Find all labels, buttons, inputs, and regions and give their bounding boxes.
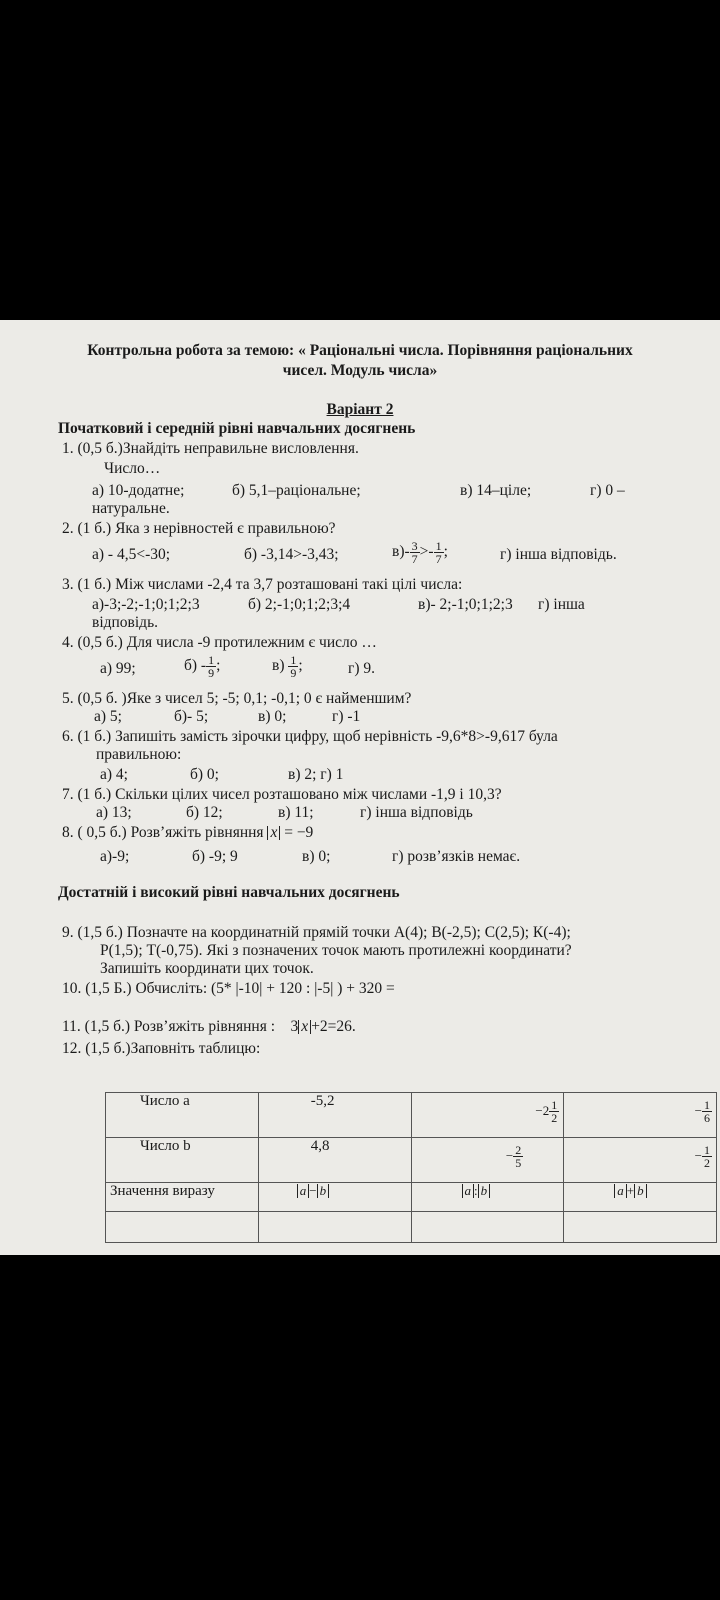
variant-heading: Варіант 2 <box>326 401 394 418</box>
q3-option-d-cont: відповідь. <box>92 614 159 631</box>
q5-option-c: в) 0; <box>258 708 287 725</box>
table-cell <box>258 1183 411 1212</box>
q5-option-d: г) -1 <box>332 708 361 725</box>
q2-option-d: г) інша відповідь. <box>500 546 617 563</box>
q4-option-a: а) 99; <box>100 660 136 677</box>
q5-option-b: б)- 5; <box>174 708 209 725</box>
q3-option-c: в)- 2;-1;0;1;2;3 <box>418 596 513 613</box>
table-row <box>106 1212 717 1243</box>
question-11: 11. (1,5 б.) Розв’яжіть рівняння : 3 x +2=26. <box>62 1018 356 1035</box>
expression-sum: a + b <box>568 1183 646 1198</box>
table-row <box>106 1093 717 1138</box>
section-heading-basic: Початковий і середній рівні навчальних досягнень <box>58 420 416 437</box>
table-cell <box>411 1138 564 1183</box>
question-8: 8. ( 0,5 б.) Розв’яжіть рівняння x = −9 <box>62 824 314 841</box>
question-2: 2. (1 б.) Яка з нерівностей є правильною? <box>62 520 336 537</box>
table-cell <box>564 1093 717 1138</box>
q7-option-b: б) 12; <box>186 804 223 821</box>
absolute-value: x <box>298 1020 311 1034</box>
table-cell <box>564 1212 717 1243</box>
mixed-fraction: −2 $\frac{1}{2}$ <box>535 1098 558 1125</box>
q7-option-a: а) 13; <box>96 804 132 821</box>
q7-option-d: г) інша відповідь <box>360 804 473 821</box>
cell-value: -5,2 <box>310 1093 335 1109</box>
row-label-a: Число а <box>140 1093 190 1109</box>
q2-option-a: а) - 4,5<-30; <box>92 546 171 563</box>
table-cell <box>106 1183 259 1212</box>
fraction: $\frac{1}{7}$ <box>435 539 442 566</box>
question-1-sub: Число… <box>104 460 161 477</box>
q3-option-d: г) інша <box>538 596 585 613</box>
question-4: 4. (0,5 б.) Для числа -9 протилежним є число … <box>62 634 377 651</box>
expression-difference: a − b <box>263 1183 329 1198</box>
table-cell <box>564 1138 717 1183</box>
q3-option-a: а)-3;-2;-1;0;1;2;3 <box>92 596 200 613</box>
question-9-cont-2: Запишіть координати цих точок. <box>100 960 314 977</box>
question-10: 10. (1,5 Б.) Обчисліть: (5* |-10| + 120 : |-5| ) + 320 = <box>62 980 395 997</box>
table-cell <box>411 1093 564 1138</box>
question-5: 5. (0,5 б. )Яке з чисел 5; -5; 0,1; -0,1; 0 є найменшим? <box>62 690 412 707</box>
table-cell <box>411 1183 564 1212</box>
q1-option-d-cont: натуральне. <box>92 500 170 517</box>
q6-option-a: а) 4; <box>100 766 128 783</box>
q7-option-c: в) 11; <box>278 804 314 821</box>
table-cell <box>258 1212 411 1243</box>
table-cell <box>106 1093 259 1138</box>
question-7: 7. (1 б.) Скільки цілих чисел розташовано між числами -1,9 і 10,3? <box>62 786 502 803</box>
fraction: $\frac{3}{7}$ <box>411 539 418 566</box>
fraction: − $\frac{1}{2}$ <box>694 1143 710 1170</box>
q8-option-b: б) -9; 9 <box>192 848 238 865</box>
q2-option-b: б) -3,14>-3,43; <box>244 546 339 563</box>
question-9: 9. (1,5 б.) Позначте на координатній прямій точки А(4); В(-2,5); С(2,5); К(-4); <box>62 924 571 941</box>
table-cell <box>258 1093 411 1138</box>
q5-option-a: а) 5; <box>94 708 122 725</box>
question-12: 12. (1,5 б.)Заповніть таблицю: <box>62 1040 261 1057</box>
q1-option-a: а) 10-додатне; <box>92 482 185 499</box>
fraction: − $\frac{1}{6}$ <box>694 1098 710 1125</box>
q1-option-c: в) 14–ціле; <box>460 482 532 499</box>
q8-option-c: в) 0; <box>302 848 331 865</box>
q3-option-b: б) 2;-1;0;1;2;3;4 <box>248 596 351 613</box>
q2-option-c: в)- $\frac{3}{7}$ >- $\frac{1}{7}$ ; <box>392 539 448 566</box>
table-cell <box>106 1212 259 1243</box>
question-6: 6. (1 б.) Запишіть замість зірочки цифру, щоб нерівність -9,6*8>-9,617 була <box>62 728 558 745</box>
table-cell <box>411 1212 564 1243</box>
question-1: 1. (0,5 б.)Знайдіть неправильне висловлення. <box>62 440 359 457</box>
q8-option-a: а)-9; <box>100 848 130 865</box>
absolute-value: x <box>267 826 280 840</box>
table-cell <box>258 1138 411 1183</box>
q1-option-b: б) 5,1–раціональне; <box>232 482 361 499</box>
row-label-expression: Значення виразу <box>110 1183 215 1199</box>
q4-option-c: в) $\frac{1}{9}$ ; <box>272 653 303 680</box>
question-3: 3. (1 б.) Між числами -2,4 та 3,7 розташовані такі цілі числа: <box>62 576 463 593</box>
fraction: − $\frac{2}{5}$ <box>505 1143 522 1170</box>
q4-option-d: г) 9. <box>348 660 376 677</box>
fraction: $\frac{1}{9}$ <box>290 653 297 680</box>
cell-value: 4,8 <box>310 1138 330 1154</box>
table-cell <box>564 1183 717 1212</box>
q1-option-d: г) 0 – <box>590 482 625 499</box>
q4-option-b: б) - $\frac{1}{9}$ ; <box>184 653 221 680</box>
row-label-b: Число b <box>140 1138 191 1154</box>
question-9-cont: Р(1,5); Т(-0,75). Які з позначених точок мають протилежні координати? <box>100 942 572 959</box>
title-line-2: чисел. Модуль числа» <box>282 362 438 379</box>
table-cell <box>106 1138 259 1183</box>
q6-option-c: в) 2; г) 1 <box>288 766 344 783</box>
fraction: $\frac{1}{9}$ <box>208 653 215 680</box>
title-line-1: Контрольна робота за темою: « Раціональні числа. Порівняння раціональних <box>87 342 633 359</box>
table-row <box>106 1138 717 1183</box>
q8-option-d: г) розв’язків немає. <box>392 848 521 865</box>
expression-quotient: a : b <box>416 1183 491 1198</box>
question-6-cont: правильною: <box>96 746 182 763</box>
fill-in-table <box>105 1092 717 1243</box>
q6-option-b: б) 0; <box>190 766 219 783</box>
table-row <box>106 1183 717 1212</box>
section-heading-advanced: Достатній і високий рівні навчальних досягнень <box>58 884 400 901</box>
worksheet-page <box>0 320 720 1255</box>
